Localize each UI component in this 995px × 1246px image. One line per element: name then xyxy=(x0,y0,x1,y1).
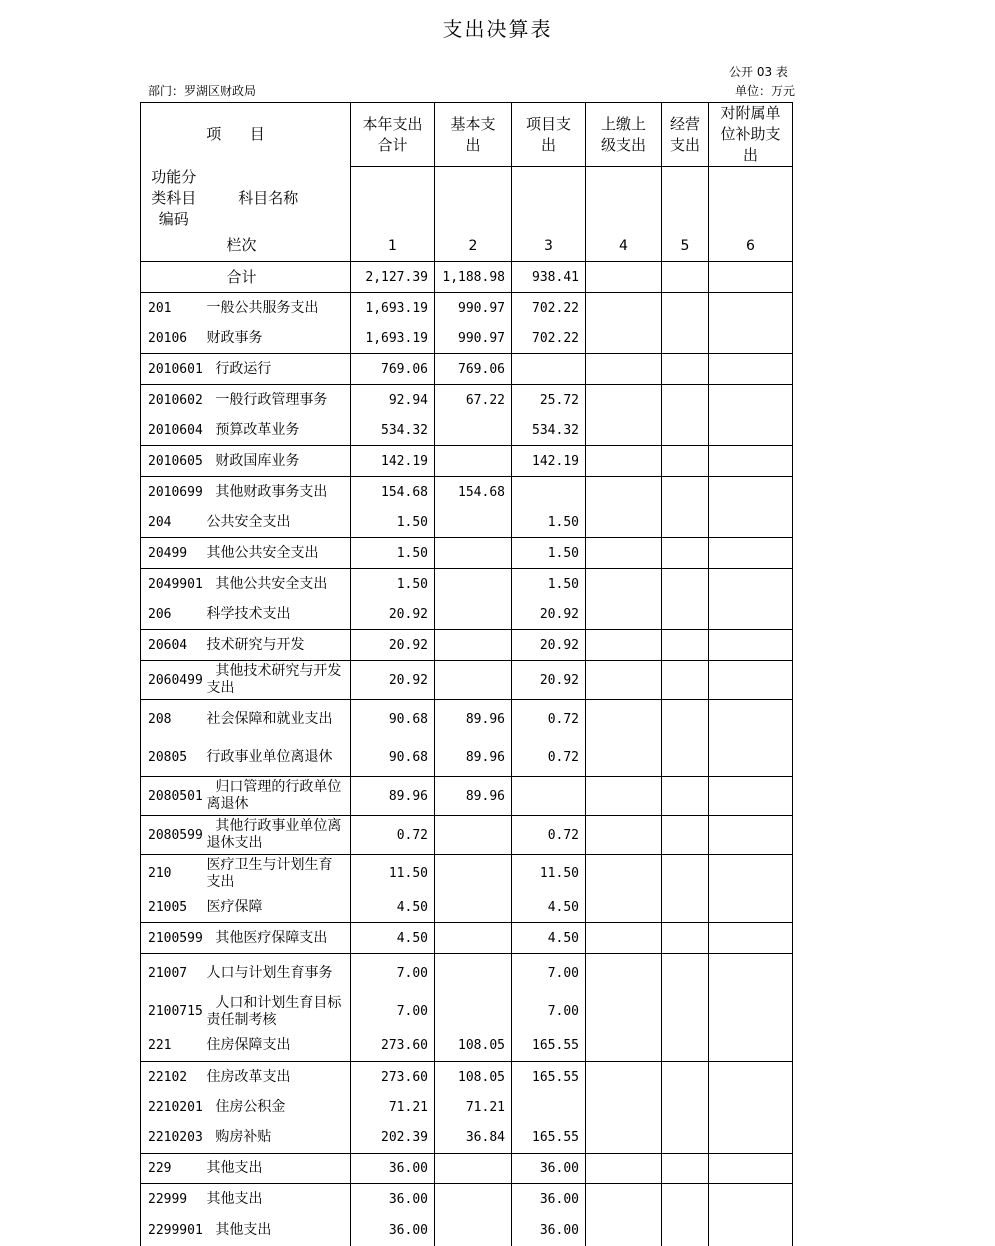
row-basic xyxy=(435,923,512,954)
row-subsidy xyxy=(709,1215,793,1246)
row-subsidy xyxy=(709,508,793,538)
row-subsidy xyxy=(709,700,793,739)
row-basic xyxy=(435,446,512,477)
row-code: 20499 xyxy=(141,538,207,569)
row-name: 一般公共服务支出 xyxy=(206,299,319,316)
row-subsidy xyxy=(709,923,793,954)
row-name: 一般行政管理事务 xyxy=(206,391,328,408)
row-project xyxy=(512,354,586,385)
row-upper xyxy=(586,661,662,700)
row-subsidy xyxy=(709,954,793,993)
row-project: 142.19 xyxy=(512,446,586,477)
row-basic xyxy=(435,816,512,855)
row-business xyxy=(662,538,709,569)
table-row xyxy=(141,1123,793,1154)
row-upper xyxy=(586,385,662,416)
row-business xyxy=(662,893,709,923)
row-subsidy xyxy=(709,855,793,893)
row-total: 534.32 xyxy=(351,416,435,446)
col-number: 6 xyxy=(709,231,793,262)
table-row xyxy=(141,700,793,739)
row-project: 1.50 xyxy=(512,538,586,569)
row-basic: 89.96 xyxy=(435,739,512,777)
row-project: 0.72 xyxy=(512,816,586,855)
row-code: 204 xyxy=(141,508,207,538)
row-subsidy xyxy=(709,893,793,923)
row-business xyxy=(662,777,709,816)
row-total: 273.60 xyxy=(351,1031,435,1062)
row-business xyxy=(662,1031,709,1062)
row-subsidy xyxy=(709,816,793,855)
table-row xyxy=(141,1154,793,1184)
row-total: 273.60 xyxy=(351,1062,435,1093)
row-name: 人口与计划生育事务 xyxy=(206,964,333,981)
row-project: 20.92 xyxy=(512,661,586,700)
row-name: 其他公共安全支出 xyxy=(207,538,351,569)
row-code: 221 xyxy=(141,1031,207,1062)
row-name: 人口和计划生育目标责任制考核 xyxy=(206,994,342,1028)
header-code-label: 功能分类科目编码 xyxy=(141,167,207,231)
row-project xyxy=(512,1093,586,1123)
row-business xyxy=(662,324,709,354)
row-code: 206 xyxy=(141,600,207,630)
row-code: 22999 xyxy=(141,1184,207,1215)
row-total: 20.92 xyxy=(351,600,435,630)
row-name: 行政运行 xyxy=(207,354,351,385)
row-code: 2010605 xyxy=(141,446,207,477)
row-business xyxy=(662,816,709,855)
row-upper xyxy=(586,416,662,446)
row-project: 20.92 xyxy=(512,630,586,661)
row-total: 142.19 xyxy=(351,446,435,477)
row-project: 7.00 xyxy=(512,993,586,1031)
row-total: 36.00 xyxy=(351,1184,435,1215)
row-code: 2080599 xyxy=(141,816,207,855)
row-total: 769.06 xyxy=(351,354,435,385)
row-upper xyxy=(586,893,662,923)
row-project: 20.92 xyxy=(512,600,586,630)
row-project: 165.55 xyxy=(512,1031,586,1062)
row-upper xyxy=(586,1123,662,1154)
header-col-basic: 基本支出 xyxy=(435,103,512,167)
row-basic: 769.06 xyxy=(435,354,512,385)
header-row-label: 栏次 xyxy=(207,231,351,262)
row-business xyxy=(662,630,709,661)
row-name: 财政国库业务 xyxy=(207,446,351,477)
row-name: 住房公积金 xyxy=(206,1099,286,1115)
row-project: 165.55 xyxy=(512,1062,586,1093)
row-code: 201 xyxy=(141,293,207,324)
row-total: 0.72 xyxy=(351,816,435,855)
row-business xyxy=(662,569,709,600)
table-row xyxy=(141,777,793,816)
row-code: 2010602 xyxy=(141,385,207,416)
row-business xyxy=(662,855,709,893)
row-subsidy xyxy=(709,777,793,816)
row-total: 90.68 xyxy=(351,739,435,777)
table-row xyxy=(141,630,793,661)
row-code: 2010699 xyxy=(141,477,207,508)
row-name: 其他行政事业单位离退休支出 xyxy=(207,816,351,855)
table-row xyxy=(141,1062,793,1093)
row-upper xyxy=(586,1062,662,1093)
table-row xyxy=(141,354,793,385)
table-row xyxy=(141,416,793,446)
row-project: 36.00 xyxy=(512,1215,586,1246)
row-upper xyxy=(586,993,662,1031)
table-row xyxy=(141,893,793,923)
row-business xyxy=(662,923,709,954)
row-total: 89.96 xyxy=(351,777,435,816)
row-project: 1.50 xyxy=(512,569,586,600)
row-name: 医疗卫生与计划生育支出 xyxy=(206,856,333,890)
department-label: 部门：罗湖区财政局 xyxy=(148,84,257,98)
row-upper xyxy=(586,354,662,385)
row-basic xyxy=(435,1184,512,1215)
row-code: 2010601 xyxy=(141,354,207,385)
row-code: 210 xyxy=(141,855,207,893)
table-row xyxy=(141,816,793,855)
row-subsidy xyxy=(709,739,793,777)
row-code: 2100715 xyxy=(141,993,207,1031)
table-row xyxy=(141,855,793,893)
table-row xyxy=(141,293,793,324)
row-code: 2049901 xyxy=(141,569,207,600)
table-row xyxy=(141,538,793,569)
row-name: 其他财政事务支出 xyxy=(206,483,328,500)
row-total: 1.50 xyxy=(351,508,435,538)
row-business xyxy=(662,739,709,777)
row-upper xyxy=(586,538,662,569)
row-code: 2299901 xyxy=(141,1215,207,1246)
row-project xyxy=(512,777,586,816)
row-basic xyxy=(435,569,512,600)
header-col-total: 本年支出合计 xyxy=(351,103,435,167)
row-code: 2060499 xyxy=(141,661,207,700)
row-upper xyxy=(586,1093,662,1123)
row-upper xyxy=(586,446,662,477)
table-row xyxy=(141,993,793,1031)
row-project: 4.50 xyxy=(512,923,586,954)
row-code: 20604 xyxy=(141,630,207,661)
row-subsidy xyxy=(709,993,793,1031)
row-business xyxy=(662,954,709,993)
row-total: 1,693.19 xyxy=(351,324,435,354)
row-basic xyxy=(435,600,512,630)
header-name-label: 科目名称 xyxy=(238,189,299,207)
row-name: 其他支出 xyxy=(206,1190,263,1207)
row-project: 702.22 xyxy=(512,324,586,354)
row-code: 20805 xyxy=(141,739,207,777)
row-upper xyxy=(586,739,662,777)
row-code: 2010604 xyxy=(141,416,207,446)
table-row xyxy=(141,477,793,508)
row-total: 154.68 xyxy=(351,477,435,508)
row-subsidy xyxy=(709,1123,793,1154)
row-subsidy xyxy=(709,1031,793,1062)
row-subsidy xyxy=(709,446,793,477)
row-business xyxy=(662,354,709,385)
row-basic: 67.22 xyxy=(435,385,512,416)
table-row xyxy=(141,661,793,700)
table-row xyxy=(141,385,793,416)
table-row xyxy=(141,600,793,630)
table-row xyxy=(141,739,793,777)
row-basic xyxy=(435,855,512,893)
row-subsidy xyxy=(709,1062,793,1093)
row-total: 20.92 xyxy=(351,661,435,700)
row-upper xyxy=(586,855,662,893)
row-project: 702.22 xyxy=(512,293,586,324)
row-subsidy xyxy=(709,354,793,385)
col-number: 4 xyxy=(586,231,662,262)
row-business xyxy=(662,1154,709,1184)
row-basic xyxy=(435,1215,512,1246)
row-total: 7.00 xyxy=(351,954,435,993)
row-basic xyxy=(435,508,512,538)
table-row xyxy=(141,1184,793,1215)
row-code: 2100599 xyxy=(141,923,207,954)
table-row xyxy=(141,569,793,600)
row-upper xyxy=(586,777,662,816)
total-row-label: 合计 xyxy=(207,262,351,293)
row-total: 202.39 xyxy=(351,1123,435,1154)
row-name: 预算改革业务 xyxy=(207,416,351,446)
row-business xyxy=(662,993,709,1031)
row-subsidy xyxy=(709,569,793,600)
row-basic: 89.96 xyxy=(435,700,512,739)
row-business xyxy=(662,293,709,324)
row-basic: 71.21 xyxy=(435,1093,512,1123)
row-basic: 154.68 xyxy=(435,477,512,508)
row-project xyxy=(512,477,586,508)
header-col-business: 经营支出 xyxy=(662,103,709,167)
row-name: 行政事业单位离退休 xyxy=(207,739,351,777)
row-name: 购房补贴 xyxy=(207,1123,351,1154)
row-name: 其他支出 xyxy=(206,1221,272,1238)
row-name: 其他医疗保障支出 xyxy=(207,923,351,954)
row-subsidy xyxy=(709,538,793,569)
row-upper xyxy=(586,569,662,600)
row-basic xyxy=(435,661,512,700)
row-upper xyxy=(586,700,662,739)
row-business xyxy=(662,1093,709,1123)
row-upper xyxy=(586,600,662,630)
row-project: 36.00 xyxy=(512,1154,586,1184)
row-project: 4.50 xyxy=(512,893,586,923)
row-upper xyxy=(586,816,662,855)
row-business xyxy=(662,1215,709,1246)
row-code: 229 xyxy=(141,1154,207,1184)
header-col-upper: 上缴上级支出 xyxy=(586,103,662,167)
row-name: 公共安全支出 xyxy=(207,508,351,538)
row-name: 技术研究与开发 xyxy=(207,630,351,661)
col-number: 2 xyxy=(435,231,512,262)
row-total: 92.94 xyxy=(351,385,435,416)
row-name: 其他技术研究与开发支出 xyxy=(207,661,351,700)
row-business xyxy=(662,477,709,508)
row-code: 2210201 xyxy=(141,1093,207,1123)
row-name: 财政事务 xyxy=(207,324,351,354)
row-basic: 108.05 xyxy=(435,1031,512,1062)
row-business xyxy=(662,508,709,538)
row-name: 医疗保障 xyxy=(207,893,351,923)
row-basic: 990.97 xyxy=(435,324,512,354)
row-subsidy xyxy=(709,1154,793,1184)
row-upper xyxy=(586,477,662,508)
header-col-subsidy: 对附属单位补助支出 xyxy=(709,103,793,167)
row-basic xyxy=(435,954,512,993)
table-row xyxy=(141,1031,793,1062)
table-row xyxy=(141,923,793,954)
row-name: 科学技术支出 xyxy=(207,600,351,630)
row-subsidy xyxy=(709,477,793,508)
row-project: 25.72 xyxy=(512,385,586,416)
row-project: 36.00 xyxy=(512,1184,586,1215)
row-total: 1.50 xyxy=(351,569,435,600)
row-total: 36.00 xyxy=(351,1154,435,1184)
row-total: 1,693.19 xyxy=(351,293,435,324)
row-upper xyxy=(586,1031,662,1062)
unit-label: 单位：万元 xyxy=(735,84,796,98)
row-code: 22102 xyxy=(141,1062,207,1093)
row-project: 7.00 xyxy=(512,954,586,993)
row-subsidy xyxy=(709,600,793,630)
row-project: 534.32 xyxy=(512,416,586,446)
row-business xyxy=(662,1062,709,1093)
row-code: 208 xyxy=(141,700,207,739)
row-total: 7.00 xyxy=(351,993,435,1031)
header-col-project: 项目支出 xyxy=(512,103,586,167)
row-project: 11.50 xyxy=(512,855,586,893)
row-basic: 990.97 xyxy=(435,293,512,324)
row-project: 0.72 xyxy=(512,700,586,739)
row-project: 0.72 xyxy=(512,739,586,777)
row-basic xyxy=(435,416,512,446)
total-value: 2,127.39 xyxy=(351,262,435,293)
row-total: 90.68 xyxy=(351,700,435,739)
row-name: 其他支出 xyxy=(207,1154,351,1184)
table-row xyxy=(141,446,793,477)
row-upper xyxy=(586,324,662,354)
row-business xyxy=(662,1123,709,1154)
row-name: 住房改革支出 xyxy=(206,1068,291,1085)
row-project: 1.50 xyxy=(512,508,586,538)
row-name: 社会保障和就业支出 xyxy=(206,710,333,727)
row-code: 2210203 xyxy=(141,1123,207,1154)
row-total: 36.00 xyxy=(351,1215,435,1246)
row-total: 4.50 xyxy=(351,923,435,954)
row-subsidy xyxy=(709,1093,793,1123)
row-subsidy xyxy=(709,293,793,324)
row-upper xyxy=(586,1215,662,1246)
row-basic: 89.96 xyxy=(435,777,512,816)
row-total: 71.21 xyxy=(351,1093,435,1123)
row-upper xyxy=(586,630,662,661)
row-upper xyxy=(586,293,662,324)
row-upper xyxy=(586,923,662,954)
row-basic xyxy=(435,538,512,569)
row-name: 住房保障支出 xyxy=(207,1031,351,1062)
row-total: 4.50 xyxy=(351,893,435,923)
header-item: 项 目 xyxy=(141,103,351,167)
row-total: 20.92 xyxy=(351,630,435,661)
row-business xyxy=(662,700,709,739)
table-row xyxy=(141,508,793,538)
row-total: 11.50 xyxy=(351,855,435,893)
row-upper xyxy=(586,1184,662,1215)
row-basic: 108.05 xyxy=(435,1062,512,1093)
row-business xyxy=(662,385,709,416)
col-number: 5 xyxy=(662,231,709,262)
row-upper xyxy=(586,954,662,993)
row-total: 1.50 xyxy=(351,538,435,569)
row-upper xyxy=(586,1154,662,1184)
row-subsidy xyxy=(709,1184,793,1215)
row-business xyxy=(662,1184,709,1215)
row-basic: 36.84 xyxy=(435,1123,512,1154)
row-basic xyxy=(435,1154,512,1184)
total-basic-value: 1,188.98 xyxy=(435,262,512,293)
row-business xyxy=(662,416,709,446)
row-subsidy xyxy=(709,385,793,416)
table-row xyxy=(141,1215,793,1246)
total-project-value: 938.41 xyxy=(512,262,586,293)
row-code: 20106 xyxy=(141,324,207,354)
row-business xyxy=(662,446,709,477)
row-subsidy xyxy=(709,416,793,446)
table-row xyxy=(141,1093,793,1123)
table-title: 支出决算表 xyxy=(442,17,553,41)
row-name: 归口管理的行政单位离退休 xyxy=(207,777,351,816)
table-row xyxy=(141,954,793,993)
row-code: 2080501 xyxy=(141,777,207,816)
row-basic xyxy=(435,630,512,661)
expenditure-table xyxy=(140,102,793,1246)
row-subsidy xyxy=(709,630,793,661)
row-business xyxy=(662,661,709,700)
row-project: 165.55 xyxy=(512,1123,586,1154)
row-code: 21005 xyxy=(141,893,207,923)
row-subsidy xyxy=(709,324,793,354)
row-subsidy xyxy=(709,661,793,700)
row-name: 其他公共安全支出 xyxy=(206,575,328,592)
row-code: 21007 xyxy=(141,954,207,993)
row-basic xyxy=(435,993,512,1031)
row-upper xyxy=(586,508,662,538)
form-number: 公开 03 表 xyxy=(729,65,788,79)
row-business xyxy=(662,600,709,630)
table-row xyxy=(141,324,793,354)
row-basic xyxy=(435,893,512,923)
col-number: 3 xyxy=(512,231,586,262)
col-number: 1 xyxy=(351,231,435,262)
